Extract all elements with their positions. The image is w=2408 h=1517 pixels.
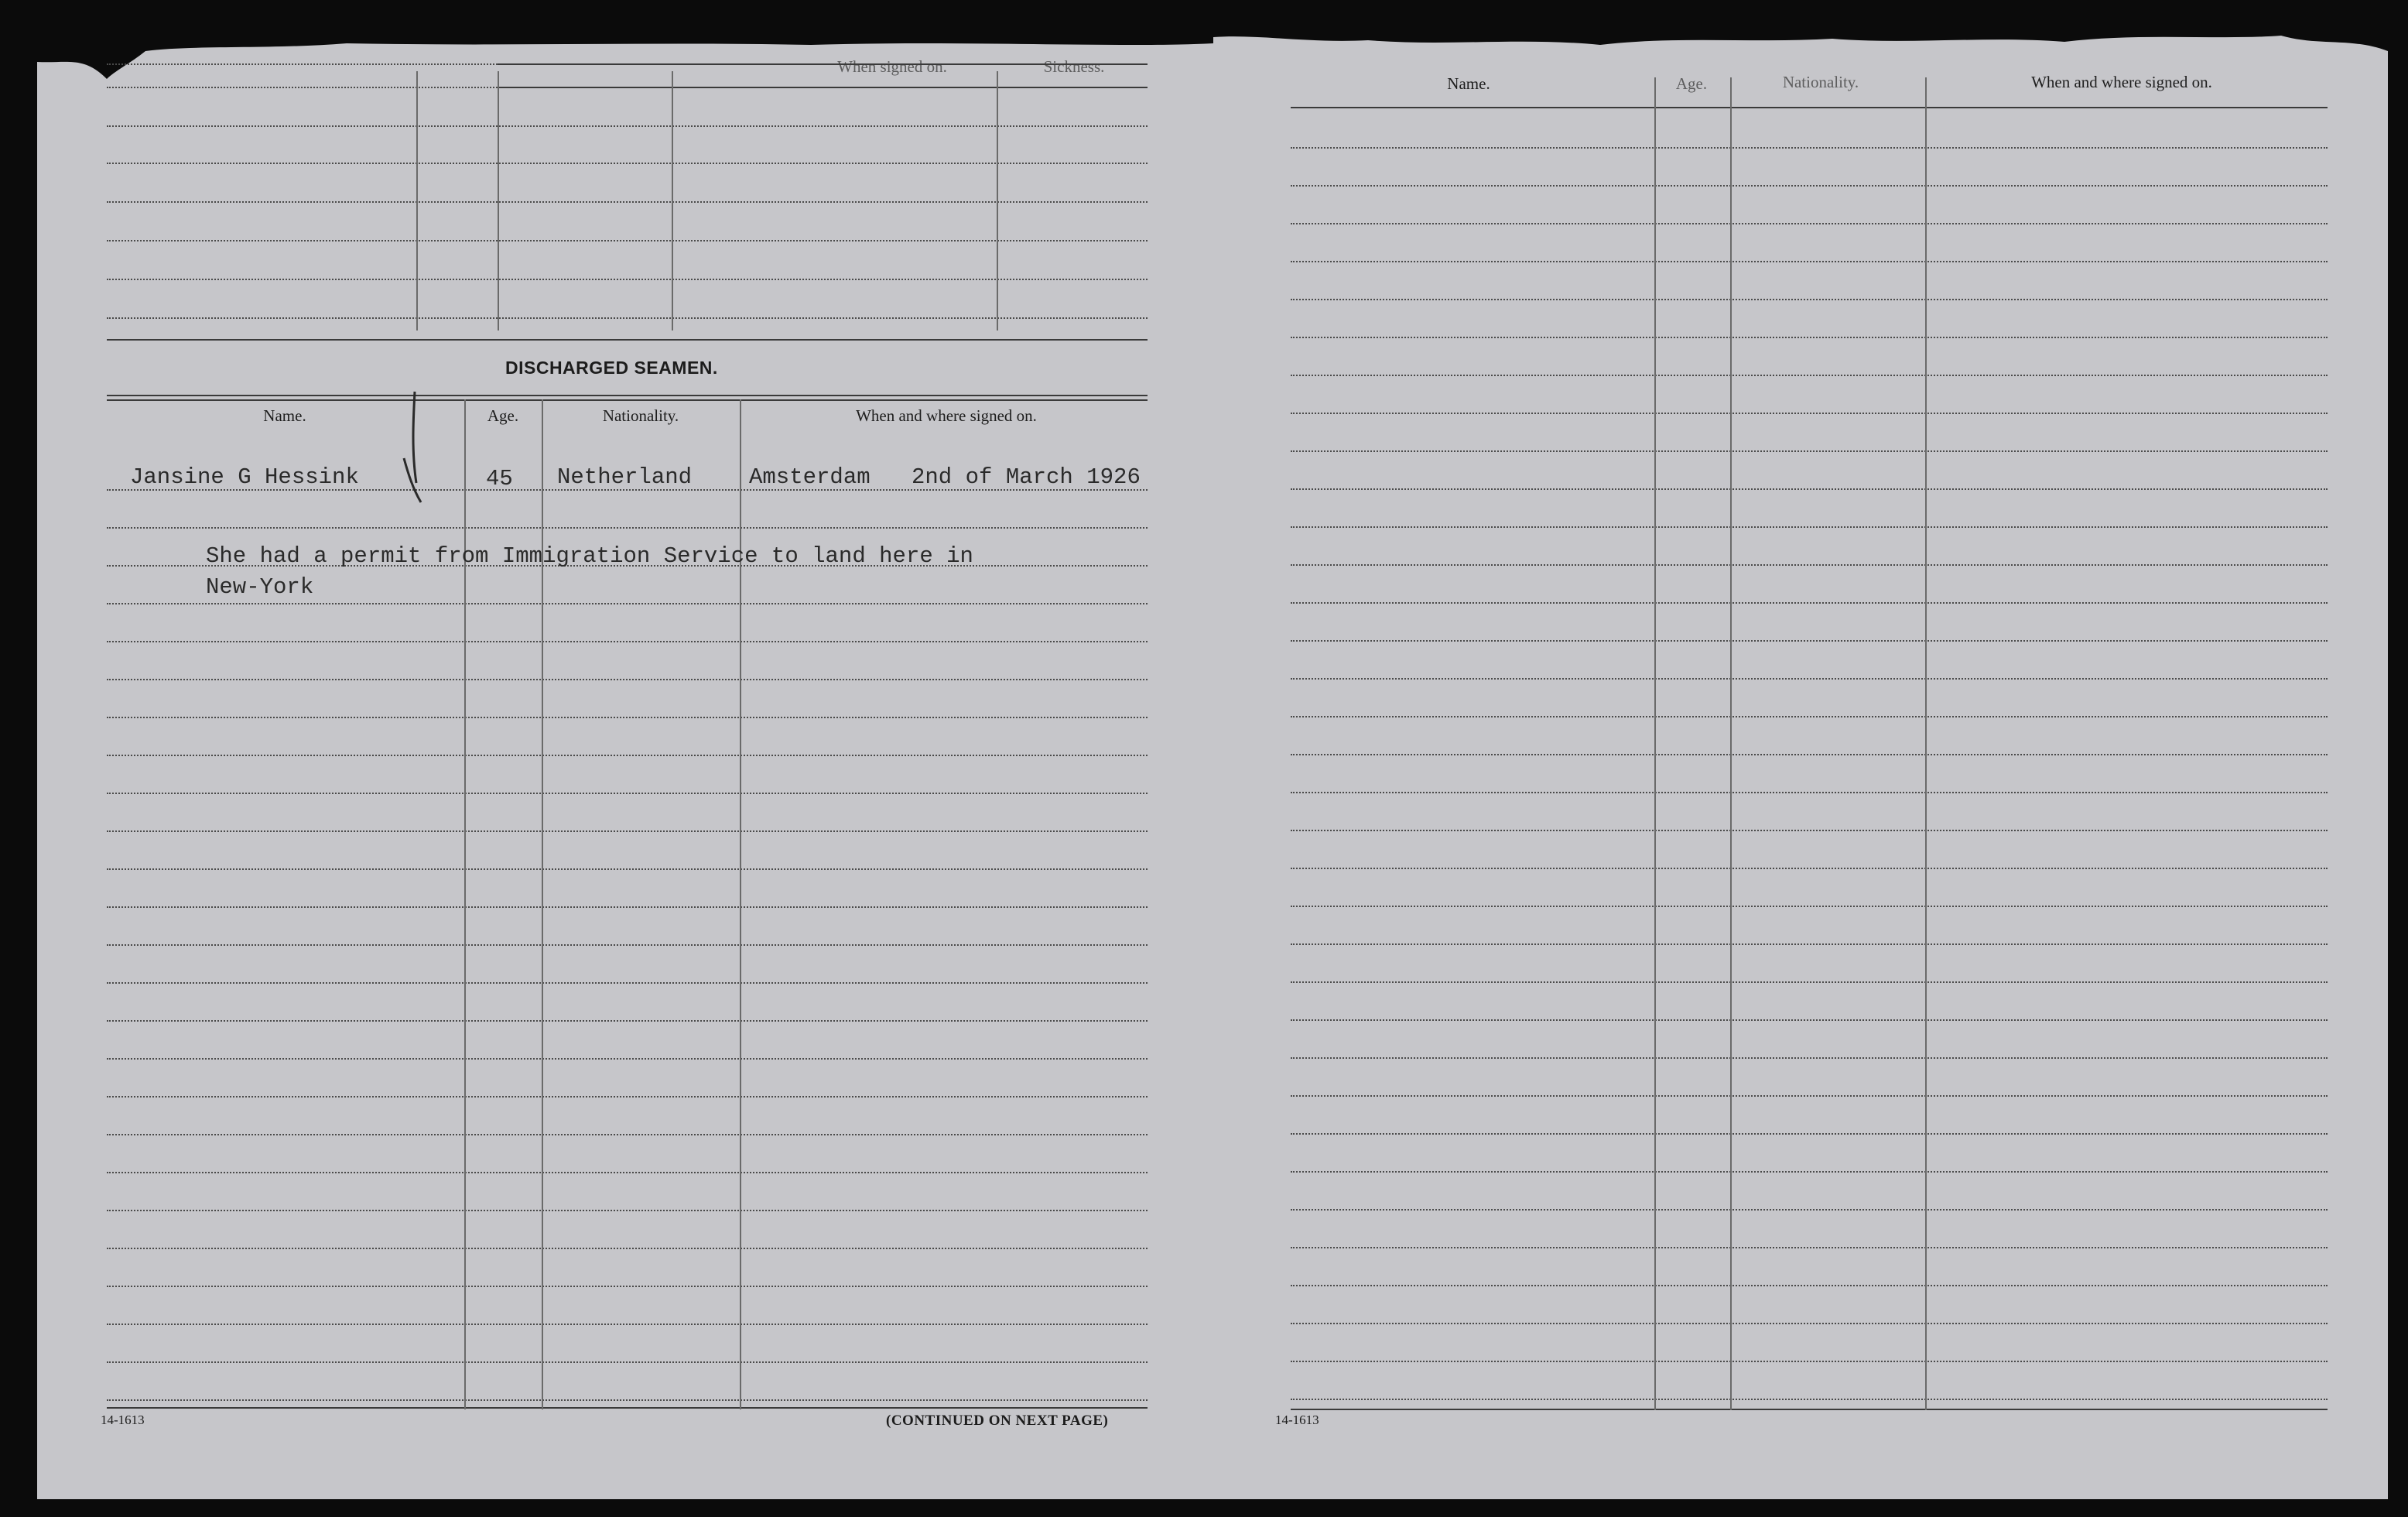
right-col-header-name: Name.: [1447, 74, 1490, 93]
ruled-line: [1291, 716, 2328, 717]
ruled-line: [1291, 299, 2328, 300]
ruled-line: [1291, 261, 2328, 262]
ruled-line: [1291, 1019, 2328, 1021]
ruled-line: [1291, 754, 2328, 755]
column-divider: [997, 71, 998, 330]
ruled-line: [1291, 1285, 2328, 1286]
ruled-line: [1291, 185, 2328, 187]
col-header-nationality: Nationality.: [602, 406, 679, 425]
ruled-line: [1291, 906, 2328, 907]
note-line-1: She had a permit from Immigration Service to land here in: [206, 543, 973, 569]
ruled-line: [1291, 640, 2328, 642]
ruled-line: [1291, 1361, 2328, 1362]
torn-edge-right: [1213, 31, 2388, 77]
ruled-line: [107, 793, 1148, 794]
right-col-header-age: Age.: [1675, 74, 1708, 93]
form-number-right: 14-1613: [1275, 1413, 1319, 1427]
left-page: [37, 40, 1213, 1499]
ruled-line: [1291, 1323, 2328, 1324]
column-divider: [416, 71, 418, 330]
ruled-line: [1291, 488, 2328, 490]
ruled-line: [107, 125, 1148, 127]
right-col-header-when-where: When and where signed on.: [2031, 73, 2212, 91]
ruled-line: [107, 1134, 1148, 1135]
ruled-line: [107, 1210, 1148, 1211]
ruled-line: [1291, 981, 2328, 983]
entry-signed-date: 2nd of March 1926: [912, 464, 1141, 490]
ruled-line: [1291, 943, 2328, 945]
section-rule: [107, 339, 1148, 341]
ruled-line: [107, 1020, 1148, 1022]
header-rule: [1291, 107, 2328, 108]
ruled-line: [1291, 602, 2328, 604]
col-header-age: Age.: [487, 406, 519, 425]
col-header-when-where: When and where signed on.: [856, 406, 1037, 425]
ruled-line: [1291, 337, 2328, 338]
entry-name: Jansine G Hessink: [130, 464, 359, 490]
ruled-line: [1291, 450, 2328, 452]
ruled-line: [107, 1172, 1148, 1173]
ruled-line: [1291, 678, 2328, 680]
ruled-line: [107, 603, 1148, 604]
ruled-line: [107, 755, 1148, 756]
column-divider: [1730, 77, 1732, 1410]
ruled-line: [107, 279, 1148, 280]
ruled-line: [107, 1324, 1148, 1325]
entry-signed-place: Amsterdam: [749, 464, 871, 490]
ruled-line: [1291, 223, 2328, 224]
ruled-line: [107, 717, 1148, 718]
ruled-line: [1291, 868, 2328, 869]
continued-note: (CONTINUED ON NEXT PAGE): [886, 1413, 1109, 1429]
ruled-line: [1291, 792, 2328, 793]
ruled-line: [1291, 1209, 2328, 1211]
ruled-line: [107, 1399, 1148, 1401]
checkmark-icon: [393, 390, 432, 506]
right-page: [1213, 31, 2388, 1499]
right-col-header-nationality: Nationality.: [1782, 73, 1859, 91]
col-header-name: Name.: [263, 406, 306, 425]
bottom-rule: [107, 1407, 1148, 1409]
ruled-line: [107, 1096, 1148, 1098]
entry-nationality: Netherland: [557, 464, 693, 490]
ruled-line: [107, 317, 1148, 319]
ruled-line: [1291, 375, 2328, 376]
entry-age: 45: [486, 466, 513, 491]
ruled-line: [107, 944, 1148, 946]
header-rule: [107, 395, 1148, 396]
ruled-line: [1291, 1133, 2328, 1135]
ruled-line: [107, 1361, 1148, 1363]
ruled-line: [107, 830, 1148, 832]
ruled-line: [107, 906, 1148, 908]
note-line-2: New-York: [206, 574, 314, 600]
ruled-line: [107, 527, 1148, 529]
ruled-line: [1291, 413, 2328, 414]
ruled-line: [1291, 147, 2328, 149]
ruled-line: [1291, 1171, 2328, 1173]
column-divider: [672, 71, 673, 330]
ruled-line: [1291, 1247, 2328, 1248]
ruled-line: [1291, 1399, 2328, 1400]
top-header-when-signed-on: When signed on.: [837, 57, 947, 76]
column-divider: [498, 71, 499, 330]
ruled-line: [1291, 830, 2328, 831]
ruled-line: [1291, 526, 2328, 528]
form-number-left: 14-1613: [101, 1413, 145, 1427]
ruled-line: [107, 1248, 1148, 1249]
ruled-line: [1291, 564, 2328, 566]
ruled-line: [107, 868, 1148, 870]
ruled-line: [107, 982, 1148, 984]
section-title: DISCHARGED SEAMEN.: [505, 358, 718, 378]
ruled-line: [107, 240, 1148, 241]
ruled-line: [107, 1286, 1148, 1287]
ruled-line: [107, 641, 1148, 642]
top-header-sickness: Sickness.: [1043, 57, 1105, 76]
ruled-line: [1291, 1057, 2328, 1059]
ruled-line: [107, 201, 1148, 203]
column-divider: [1654, 77, 1656, 1410]
ruled-line: [107, 163, 1148, 164]
ruled-line: [1291, 1095, 2328, 1097]
header-rule: [107, 399, 1148, 401]
ruled-line: [107, 1058, 1148, 1060]
header-rule: [498, 87, 1148, 88]
ruled-line: [107, 679, 1148, 680]
bottom-rule: [1291, 1409, 2328, 1410]
column-divider: [1925, 77, 1927, 1410]
